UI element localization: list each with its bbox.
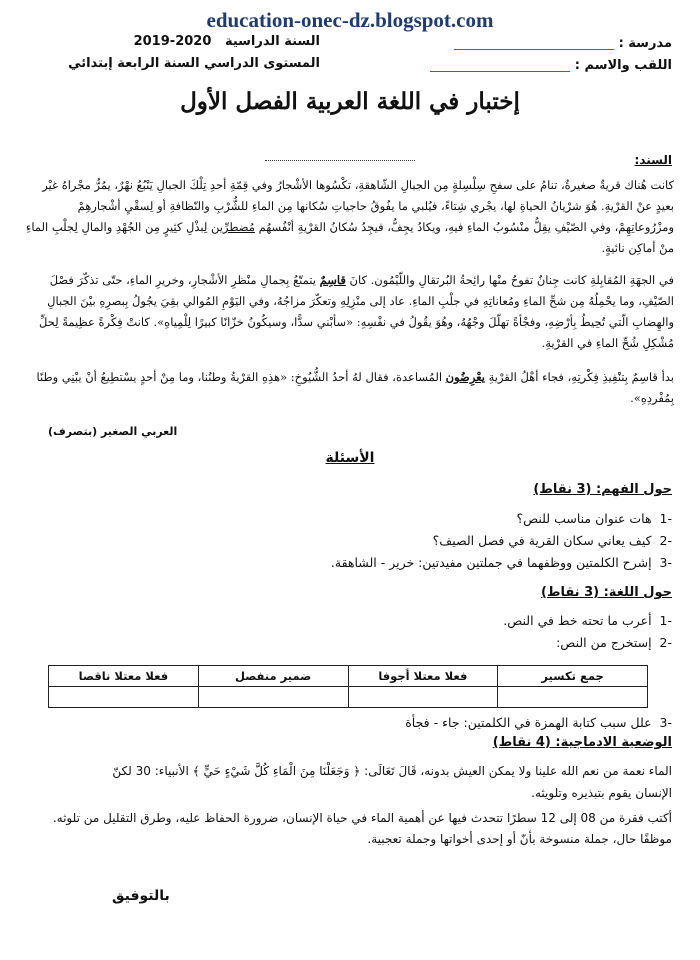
- underlined-word: يعْرِضُون: [445, 370, 485, 384]
- comprehension-list: [52, 508, 672, 574]
- passage-text: المُساعدة، فقال لهُ أحدُ الشُّيُوخِ: «هذِهِ القرْيةُ وطنُنا، وما مِنْ أحدٍ يسْتطِيعُ أنْ يبْنِي وطنًا بِمُفْردِهِ».: [36, 370, 674, 405]
- question-text: كيف يعاني سكان القرية في فصل الصيف؟: [432, 533, 652, 548]
- answer-cell[interactable]: [49, 687, 199, 708]
- answer-cell[interactable]: [498, 687, 648, 708]
- answer-cell[interactable]: [198, 687, 348, 708]
- school-fill-line: [454, 37, 614, 50]
- question-item: -1 أعرب ما تحته خط في النص.: [503, 613, 672, 628]
- passage-text: يتمتّعُ بِجمالِ منْظرِ الأشْجارِ، وخريرِ الماءِ، حتّى تذكّرَ فصْلَ الصّيْفِ، وما يحْمِلُهُ مِن شحِّ الماءِ ومُعاناتِهِ في جلْبِ الماءِ. عاد إلى منْزِلِهِ وتعكّرَ مزاجُهُ، وفي اليَوْمِ المُوالي بقِيَ يجُولُ بِبصرِهِ بيْنَ الجبالِ والهِضابِ الّتي تُحِيطُ بِأرْضِهِ، وفجْأةً تهلّلَ وجْهُهُ، وهُوَ يقُولُ في نفْسِهِ: «سأبْني سدًّا، وسيكُونُ خزّانًا كبيرًا لِلْمِياهِ». كانتْ فِكْرةً عظِيمةً لِحلِّ مُشْكِلِ شُحِّ الماءِ في القرْيةِ.: [38, 273, 674, 350]
- year-value: 2020-2019: [133, 34, 212, 49]
- table-header-row: [49, 666, 648, 687]
- question-item: -3 علل سبب كتابة الهمزة في الكلمتين: جاء - فجأة: [405, 715, 672, 730]
- table-header-cell: فعلا معتلا ناقصا: [49, 666, 199, 687]
- name-fill-line: [430, 59, 570, 72]
- passage-paragraph-2: [24, 270, 674, 354]
- integration-task: أكتب فقرة من 08 إلى 12 سطرًا تتحدث فيها عن أهمية الماء في حياة الإنسان، ضرورة الحفاظ عليه، وطرق التقليل من تلوثه. موظفًا حال، جملة منسوخة بأنّ أو إحدى أخواتها وجملة تعجبية.: [52, 811, 672, 846]
- question-text: إستخرج من النص:: [556, 635, 652, 650]
- question-item: -2 إستخرج من النص:: [556, 635, 672, 650]
- question-text: إشرح الكلمتين ووظفهما في جملتين مفيدتين: خرير - الشاهقة.: [330, 555, 652, 570]
- text-label: السند:: [634, 153, 672, 167]
- question-text: هات عنوان مناسب للنص؟: [516, 511, 652, 526]
- name-field: [372, 58, 672, 73]
- questions-title: الأسئلة: [325, 450, 375, 466]
- integration-heading: الوضعية الادماجية: (4 نقاط): [492, 735, 672, 750]
- comprehension-heading: حول الفهم: (3 نقاط): [533, 482, 672, 497]
- language-list: [52, 610, 672, 654]
- table-header-cell: فعلا معتلا أجوفا: [348, 666, 498, 687]
- question-text: علل سبب كتابة الهمزة في الكلمتين: جاء - فجأة: [405, 715, 652, 730]
- site-banner: education-onec-dz.blogspot.com: [206, 8, 494, 32]
- extraction-table: [48, 665, 648, 708]
- question-item: -3 إشرح الكلمتين ووظفهما في جملتين مفيدتين: خرير - الشاهقة.: [330, 555, 672, 570]
- year-label: السنة الدراسية: [224, 34, 320, 49]
- school-label: مدرسة :: [618, 36, 672, 51]
- question-item: -1 هات عنوان مناسب للنص؟: [516, 511, 672, 526]
- integration-intro: [27, 760, 672, 804]
- table-header-cell: جمع تكسير: [498, 666, 648, 687]
- table-header-cell: ضمير منفصل: [198, 666, 348, 687]
- name-label: اللقب والاسم :: [574, 58, 672, 73]
- school-year: [80, 34, 320, 49]
- passage-text: كانت هُناك قريةٌ صغيرةٌ، تنامُ على سفحِ سِلْسِلةٍ مِن الجبالِ الشّاهقةِ، تكْسُوها الأشْجارُ وفي قِمّةِ أحدِ تِلْكَ الجبالِ يَنْبُعُ نهْرٌ، يمُرُّ مجْراهُ غيْر بعيدٍ عنْ القرْيةِ. هُوَ شرْيانُ الحياةِ لها، يجْري شِتاءً، فيُلبي ما يفُوقُ حاجياتِ سُكانها مِن الماءِ للشُّرْبِ والنّظافةِ أو لِسقْيِ أشْجارهِمْ ومزْرُوعاتِهِمْ، وفي الصّيْفِ يقِلُّ منْسُوبُ الماءِ فيهِ، ويكادُ يجِفُّ، فيجِدُ سُكانُ القرْيةِ أنْفُسهُم: [42, 178, 674, 234]
- passage-text: بدأ قاسِمٌ بِتنْفِيذِ فِكْرتِهِ، فجاء أهْلُ القرْيةِ: [484, 370, 674, 384]
- integration-line: الماء نعمة من نعم الله علينا ولا يمكن العيش بدونه، قَالَ تَعَالَى: ﴿ وَجَعَلْنَا مِنَ الْمَاءِ كُلَّ شَيْءٍ حَيٍّ ﴾ الأنبياء: 30 لكنّ: [112, 764, 672, 778]
- answer-cell[interactable]: [348, 687, 498, 708]
- table-answer-row: [49, 687, 648, 708]
- passage-paragraph-3: [24, 367, 674, 409]
- question-text: أعرب ما تحته خط في النص.: [503, 613, 652, 628]
- passage-text: لِبذْلِ كثِيرٍ مِن الجُهْدِ والمالِ لِجلْبِ الماءِ منْ أماكِن نائيةٍ.: [25, 220, 674, 255]
- school-field: [372, 36, 672, 51]
- exam-title: إختبار في اللغة العربية الفصل الأول: [180, 88, 520, 115]
- language-heading: حول اللغة: (3 نقاط): [541, 585, 672, 600]
- school-level: المستوى الدراسي السنة الرابعة إبتدائي: [68, 56, 320, 71]
- passage-source: العربي الصغير (بتصرف): [48, 425, 178, 438]
- passage-paragraph-1: [24, 175, 674, 259]
- underlined-word: مُضطرِّين: [211, 220, 255, 234]
- passage-text: في الجهَةِ المُقابِلةِ كانت جِنانٌ تفوحُ منْها رائِحةُ البُرتقالِ واللّيْمُون. كانَ: [345, 273, 674, 287]
- closing-wish: بالتوفيق: [112, 888, 170, 904]
- dotted-line: [265, 160, 415, 161]
- underlined-word: قاسِمٌ: [319, 273, 346, 287]
- integration-line: الإنسان يقوم بتبذيره وتلويثه.: [531, 786, 672, 800]
- question-item: -2 كيف يعاني سكان القرية في فصل الصيف؟: [432, 533, 672, 548]
